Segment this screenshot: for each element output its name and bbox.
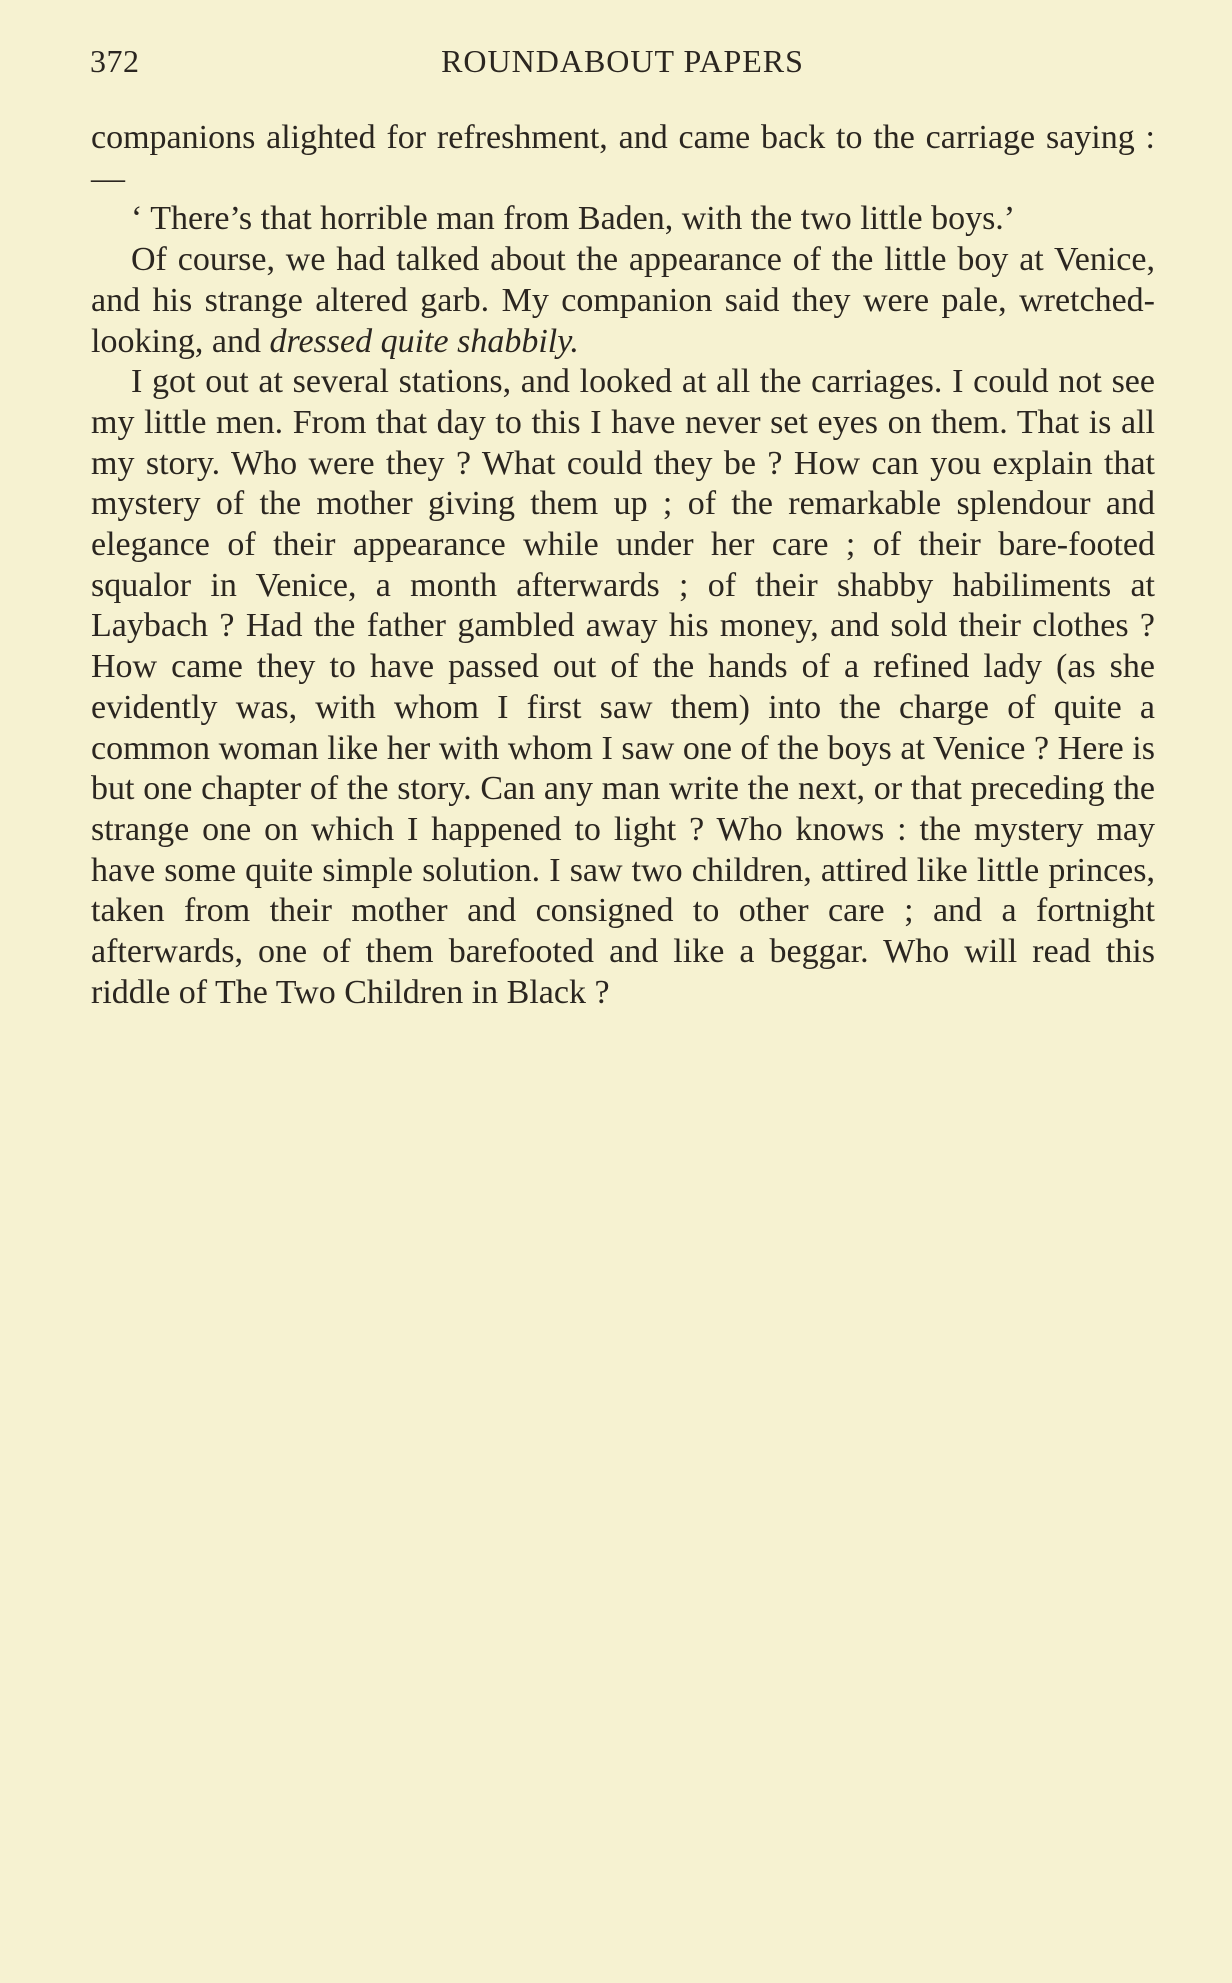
running-title: ROUNDABOUT PAPERS [441, 43, 804, 79]
italic-phrase: dressed quite shabbily. [269, 322, 579, 360]
paragraph-quote [91, 199, 1155, 240]
page-number: 372 [90, 43, 140, 79]
paragraph-text: I got out at several stations, and looked at all the carriages. I could not see my little men. From that day to this I have never set eyes on them. That is all my story. Who were they ? What could they be ? How can you explain that mystery of the mother giving them up ; of the remarkable splendour and elegance of their appearance while under her care ; of their bare-footed squalor in Venice, a month afterwards ; of their shabby habiliments at Laybach ? Had the father gambled away his money, and sold their clothes ? How came they to have passed out of the hands of a refined lady (as she evidently was, with whom I first saw them) into the charge of quite a common woman like her with whom I saw one of the boys at Venice ? Here is but one chapter of the story. Can any man write the next, or that preceding the strange one on which I happened to light ? Who knows : the mystery may have some quite simple solution. I saw two children, attired like little princes, taken from their mother and consigned to other care ; and a fortnight afterwards, one of them barefooted and like a beggar. Who will read this riddle of The Two Children in Black ? [91, 363, 1155, 1011]
paragraph-stations [91, 362, 1155, 1013]
paragraph-course [91, 240, 1155, 362]
body-text [91, 118, 1155, 1013]
paragraph-text: Of course, we had talked about the appearance of the little boy at Venice, and his strange altered garb. My companion said they were pale, wretched-looking, and [91, 241, 1155, 360]
running-head [90, 43, 1155, 83]
paragraph-text: companions alighted for refreshment, and came back to the carriage saying :— [91, 119, 1155, 197]
paragraph-continuation [91, 118, 1155, 199]
paragraph-text: ‘ There’s that horrible man from Baden, with the two little boys.’ [131, 200, 1016, 238]
